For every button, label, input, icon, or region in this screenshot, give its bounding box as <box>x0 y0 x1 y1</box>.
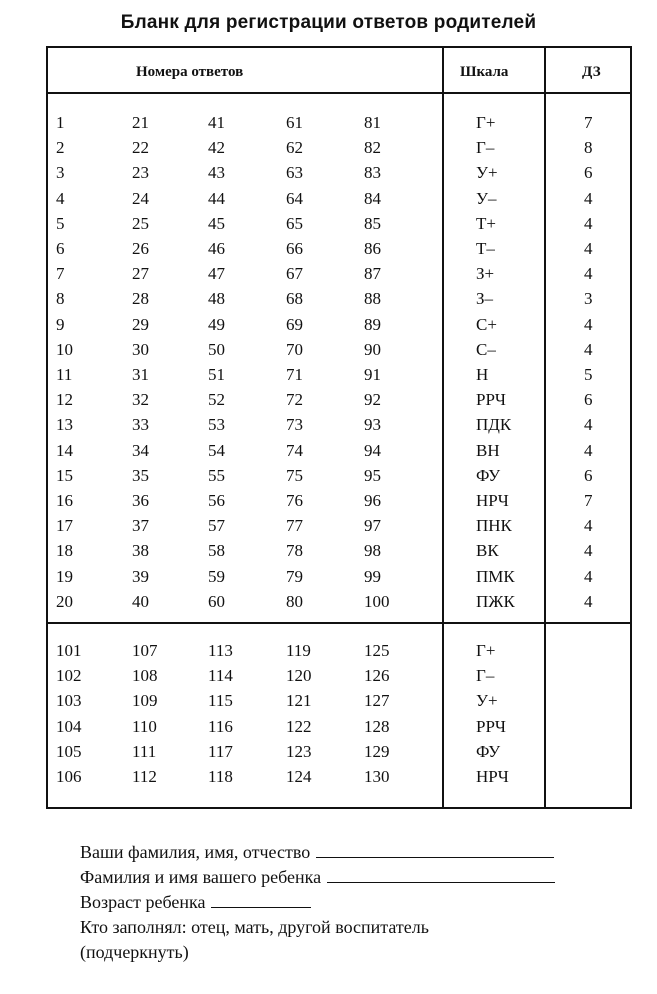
answer-number[interactable]: 74 <box>286 440 303 460</box>
footer-line-fio <box>80 840 555 865</box>
answer-number[interactable]: 32 <box>132 390 149 410</box>
table-row <box>48 714 630 739</box>
dz-value: 6 <box>584 390 593 410</box>
answer-number[interactable]: 31 <box>132 365 149 384</box>
footer-line-age <box>80 890 555 915</box>
answer-number[interactable]: 68 <box>286 289 303 309</box>
answers-table <box>46 46 632 809</box>
scale-code: РРЧ <box>476 390 506 410</box>
scale-code: НРЧ <box>476 767 509 786</box>
answer-number[interactable]: 50 <box>208 339 225 359</box>
answer-number[interactable]: 39 <box>132 566 149 586</box>
dz-value: 4 <box>584 264 593 284</box>
answer-number[interactable]: 59 <box>208 566 225 586</box>
answer-number[interactable]: 56 <box>208 491 225 510</box>
scale-code: Г+ <box>476 641 496 660</box>
answer-number[interactable]: 7 <box>56 264 65 284</box>
scale-code: Г– <box>476 666 495 686</box>
answer-number[interactable]: 112 <box>132 767 157 786</box>
answer-number[interactable]: 62 <box>286 138 303 158</box>
table-row <box>48 110 630 135</box>
answer-number[interactable]: 118 <box>208 767 233 786</box>
answer-number[interactable]: 82 <box>364 138 381 158</box>
answer-number[interactable]: 38 <box>132 541 149 561</box>
answer-number[interactable]: 100 <box>364 591 390 611</box>
answer-number[interactable]: 102 <box>56 666 82 686</box>
answer-number[interactable]: 3 <box>56 163 65 183</box>
dz-value: 5 <box>584 365 593 384</box>
answer-number[interactable]: 20 <box>56 591 73 611</box>
label-child-name: Фамилия и имя вашего ребенка <box>80 867 322 887</box>
dz-value: 4 <box>584 566 593 586</box>
scale-code: Г+ <box>476 113 496 132</box>
answer-number[interactable]: 101 <box>56 641 82 660</box>
dz-value: 6 <box>584 163 593 183</box>
answer-number[interactable]: 4 <box>56 188 65 208</box>
answer-number[interactable]: 111 <box>132 741 157 761</box>
answer-number[interactable]: 9 <box>56 314 65 334</box>
answer-number[interactable]: 86 <box>364 239 381 258</box>
table-row <box>48 538 630 563</box>
answer-number[interactable]: 76 <box>286 491 303 510</box>
answer-number[interactable]: 108 <box>132 666 158 686</box>
table-row <box>48 412 630 437</box>
answer-number[interactable]: 55 <box>208 465 225 485</box>
scale-code: Г– <box>476 138 495 158</box>
answer-number[interactable]: 83 <box>364 163 381 183</box>
answer-number[interactable]: 81 <box>364 113 381 132</box>
table-row <box>48 739 630 764</box>
table-row <box>48 312 630 337</box>
answer-number[interactable]: 93 <box>364 415 381 435</box>
scale-code: С+ <box>476 314 497 334</box>
answer-number[interactable]: 48 <box>208 289 225 309</box>
answer-number[interactable]: 92 <box>364 390 381 410</box>
answer-number[interactable]: 72 <box>286 390 303 410</box>
answer-number[interactable]: 60 <box>208 591 225 611</box>
dz-value: 4 <box>584 213 593 233</box>
answer-number[interactable]: 22 <box>132 138 149 158</box>
dz-value: 4 <box>584 591 593 611</box>
scale-code: НРЧ <box>476 491 509 510</box>
answer-number[interactable]: 34 <box>132 440 149 460</box>
answer-number[interactable]: 64 <box>286 188 303 208</box>
dz-value: 4 <box>584 541 593 561</box>
table-row <box>48 160 630 185</box>
dz-value: 4 <box>584 415 593 435</box>
answer-number[interactable]: 71 <box>286 365 303 384</box>
table-row <box>48 564 630 589</box>
answer-number[interactable]: 105 <box>56 741 82 761</box>
answer-number[interactable]: 120 <box>286 666 312 686</box>
scale-code: РРЧ <box>476 716 506 736</box>
answer-number[interactable]: 57 <box>208 516 225 536</box>
answer-number[interactable]: 24 <box>132 188 149 208</box>
answer-number[interactable]: 91 <box>364 365 381 384</box>
answer-number[interactable]: 43 <box>208 163 225 183</box>
answer-number[interactable]: 84 <box>364 188 381 208</box>
answer-number[interactable]: 80 <box>286 591 303 611</box>
header-dz: ДЗ <box>582 64 601 80</box>
table-row <box>48 663 630 688</box>
table-row <box>48 387 630 412</box>
answer-number[interactable]: 115 <box>208 691 233 711</box>
answer-number[interactable]: 130 <box>364 767 390 786</box>
answer-number[interactable]: 6 <box>56 239 65 258</box>
answer-number[interactable]: 25 <box>132 213 149 233</box>
dz-value: 4 <box>584 339 593 359</box>
answer-number[interactable]: 46 <box>208 239 225 258</box>
answer-number[interactable]: 106 <box>56 767 82 786</box>
answer-number[interactable]: 63 <box>286 163 303 183</box>
answer-number[interactable]: 12 <box>56 390 73 410</box>
answer-number[interactable]: 98 <box>364 541 381 561</box>
scale-code: С– <box>476 339 496 359</box>
answer-number[interactable]: 116 <box>208 716 233 736</box>
footer-line-child <box>80 865 555 890</box>
answer-number[interactable]: 37 <box>132 516 149 536</box>
answer-number[interactable]: 113 <box>208 641 233 660</box>
answer-number[interactable]: 21 <box>132 113 149 132</box>
answer-number[interactable]: 127 <box>364 691 390 711</box>
scale-code: У+ <box>476 163 498 183</box>
header-numbers: Номера ответов <box>136 64 244 80</box>
dz-value: 3 <box>584 289 593 309</box>
scale-code: ПМК <box>476 566 515 586</box>
answer-number[interactable]: 54 <box>208 440 225 460</box>
answer-number[interactable]: 23 <box>132 163 149 183</box>
answer-number[interactable]: 35 <box>132 465 149 485</box>
dz-value: 4 <box>584 314 593 334</box>
label-child-age: Возраст ребенка <box>80 892 206 912</box>
answer-number[interactable]: 122 <box>286 716 312 736</box>
dz-value: 8 <box>584 138 593 158</box>
table-row <box>48 463 630 488</box>
answer-number[interactable]: 90 <box>364 339 381 359</box>
answer-number[interactable]: 16 <box>56 491 73 510</box>
table-row <box>48 337 630 362</box>
answer-number[interactable]: 36 <box>132 491 149 510</box>
table-row <box>48 286 630 311</box>
dz-value: 4 <box>584 516 593 536</box>
answer-number[interactable]: 77 <box>286 516 303 536</box>
answer-number[interactable]: 70 <box>286 339 303 359</box>
scale-code: ВК <box>476 541 499 561</box>
answer-number[interactable]: 104 <box>56 716 82 736</box>
scale-code: Т+ <box>476 213 496 233</box>
answer-number[interactable]: 30 <box>132 339 149 359</box>
scale-code: ФУ <box>476 465 501 485</box>
answer-number[interactable]: 89 <box>364 314 381 334</box>
answer-number[interactable]: 96 <box>364 491 381 510</box>
answer-number[interactable]: 17 <box>56 516 73 536</box>
answer-number[interactable]: 95 <box>364 465 381 485</box>
answer-number[interactable]: 47 <box>208 264 225 284</box>
header-divider <box>48 92 630 94</box>
table-row <box>48 261 630 286</box>
answer-number[interactable]: 1 <box>56 113 65 132</box>
scale-code: Н <box>476 365 489 384</box>
parent-name-blank[interactable] <box>316 840 554 858</box>
dz-value: 4 <box>584 239 593 258</box>
answer-number[interactable]: 2 <box>56 138 65 158</box>
answer-number[interactable]: 15 <box>56 465 73 485</box>
table-row <box>48 186 630 211</box>
table-row <box>48 236 630 261</box>
answer-number[interactable]: 52 <box>208 390 225 410</box>
answer-number[interactable]: 125 <box>364 641 390 660</box>
answer-number[interactable]: 73 <box>286 415 303 435</box>
scale-code: У+ <box>476 691 498 711</box>
answer-number[interactable]: 117 <box>208 741 233 761</box>
answer-number[interactable]: 8 <box>56 289 65 309</box>
dz-value: 6 <box>584 465 593 485</box>
answer-number[interactable]: 19 <box>56 566 73 586</box>
answer-number[interactable]: 75 <box>286 465 303 485</box>
table-row <box>48 488 630 513</box>
scale-code: З+ <box>476 264 495 284</box>
answer-number[interactable]: 99 <box>364 566 381 586</box>
child-age-blank[interactable] <box>211 890 311 908</box>
answer-number[interactable]: 53 <box>208 415 225 435</box>
dz-value: 7 <box>584 491 593 510</box>
table-row <box>48 764 630 789</box>
answer-number[interactable]: 124 <box>286 767 312 786</box>
answer-number[interactable]: 28 <box>132 289 149 309</box>
answer-number[interactable]: 14 <box>56 440 73 460</box>
answer-number[interactable]: 65 <box>286 213 303 233</box>
answer-number[interactable]: 114 <box>208 666 233 686</box>
answer-number[interactable]: 78 <box>286 541 303 561</box>
section-divider <box>48 622 630 624</box>
answer-number[interactable]: 10 <box>56 339 73 359</box>
answer-number[interactable]: 33 <box>132 415 149 435</box>
dz-value: 7 <box>584 113 593 132</box>
answer-number[interactable]: 40 <box>132 591 149 611</box>
table-row <box>48 638 630 663</box>
answer-number[interactable]: 103 <box>56 691 82 711</box>
answer-number[interactable]: 69 <box>286 314 303 334</box>
scale-code: У– <box>476 188 497 208</box>
answer-number[interactable]: 26 <box>132 239 149 258</box>
answer-number[interactable]: 45 <box>208 213 225 233</box>
table-row <box>48 589 630 614</box>
answer-number[interactable]: 67 <box>286 264 303 284</box>
answer-number[interactable]: 66 <box>286 239 303 258</box>
answer-number[interactable]: 79 <box>286 566 303 586</box>
scale-code: ВН <box>476 440 500 460</box>
answer-number[interactable]: 44 <box>208 188 225 208</box>
form-footer <box>80 840 555 965</box>
answer-number[interactable]: 13 <box>56 415 73 435</box>
table-row <box>48 513 630 538</box>
scale-code: Т– <box>476 239 495 258</box>
dz-value: 4 <box>584 188 593 208</box>
child-name-blank[interactable] <box>327 865 555 883</box>
answer-number[interactable]: 121 <box>286 691 312 711</box>
answer-number[interactable]: 58 <box>208 541 225 561</box>
answer-number[interactable]: 18 <box>56 541 73 561</box>
answer-number[interactable]: 87 <box>364 264 381 284</box>
answer-number[interactable]: 42 <box>208 138 225 158</box>
answer-number[interactable]: 126 <box>364 666 390 686</box>
dz-value: 4 <box>584 440 593 460</box>
answer-number[interactable]: 94 <box>364 440 381 460</box>
table-row <box>48 362 630 387</box>
scale-code: ПНК <box>476 516 512 536</box>
answer-number[interactable]: 107 <box>132 641 158 660</box>
answer-number[interactable]: 29 <box>132 314 149 334</box>
answer-number[interactable]: 11 <box>56 365 73 384</box>
answer-number[interactable]: 128 <box>364 716 390 736</box>
form-title: Бланк для регистрации ответов родителей <box>120 12 537 33</box>
answer-number[interactable]: 27 <box>132 264 149 284</box>
answer-number[interactable]: 110 <box>132 716 157 736</box>
answer-number[interactable]: 5 <box>56 213 65 233</box>
answer-number[interactable]: 61 <box>286 113 303 132</box>
answer-number[interactable]: 51 <box>208 365 225 384</box>
table-row <box>48 135 630 160</box>
header-scale: Шкала <box>460 64 509 80</box>
label-parent-name: Ваши фамилия, имя, отчество <box>80 842 311 862</box>
answer-number[interactable]: 109 <box>132 691 158 711</box>
table-row <box>48 438 630 463</box>
answer-number[interactable]: 97 <box>364 516 381 536</box>
scale-code: ПЖК <box>476 591 515 611</box>
scale-code: З– <box>476 289 494 309</box>
table-row <box>48 688 630 713</box>
scale-code: ПДК <box>476 415 512 435</box>
answer-number[interactable]: 123 <box>286 741 312 761</box>
scale-code: ФУ <box>476 741 501 761</box>
table-row <box>48 211 630 236</box>
answer-number[interactable]: 41 <box>208 113 225 132</box>
answer-number[interactable]: 49 <box>208 314 225 334</box>
answer-number[interactable]: 119 <box>286 641 311 660</box>
footer-line-who: Кто заполнял: отец, мать, другой воспитатель <box>80 917 429 937</box>
footer-line-underline: (подчеркнуть) <box>80 942 189 962</box>
answer-number[interactable]: 88 <box>364 289 381 309</box>
answer-number[interactable]: 85 <box>364 213 381 233</box>
answer-number[interactable]: 129 <box>364 741 390 761</box>
